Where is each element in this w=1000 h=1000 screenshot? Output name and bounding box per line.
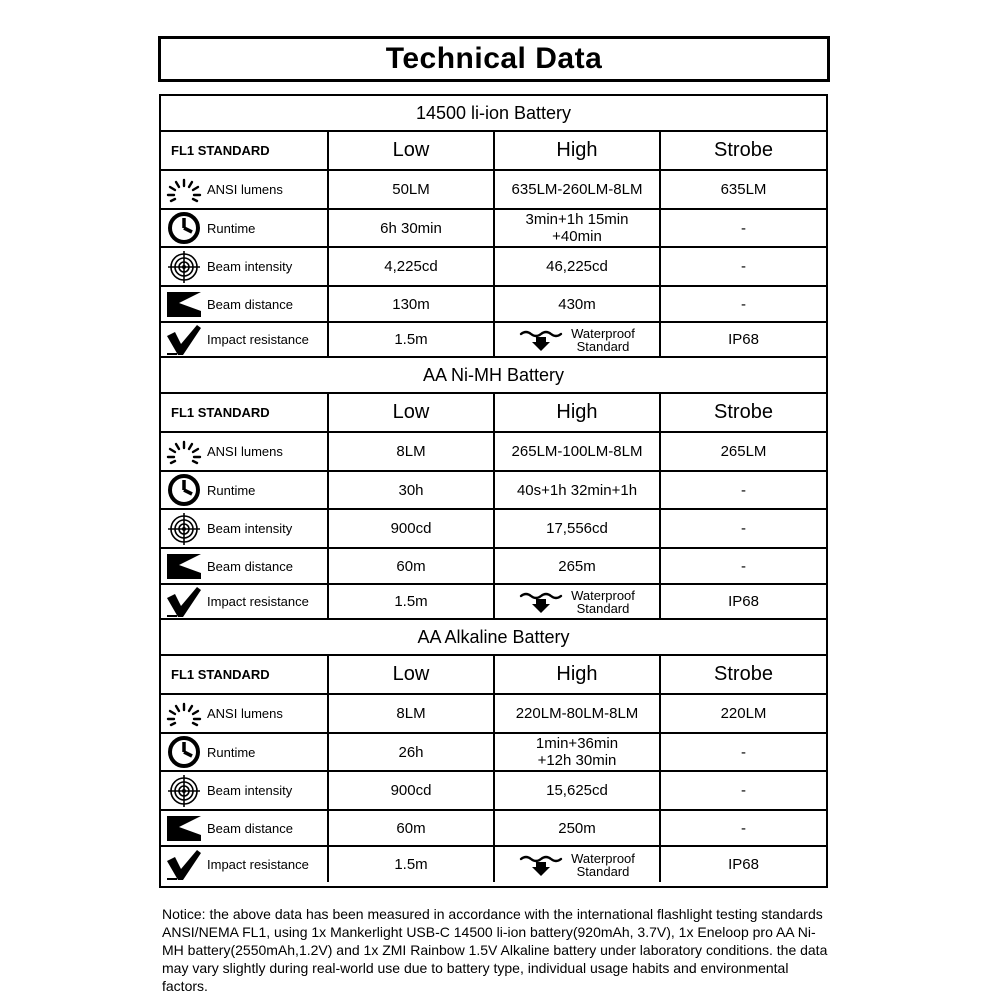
table-row (161, 171, 826, 210)
beam-distance-icon (165, 813, 203, 843)
high-value: 3min+1h 15min +40min (495, 210, 661, 246)
high-value: 40s+1h 32min+1h (495, 472, 661, 508)
metric-label: ANSI lumens (207, 182, 283, 197)
clock-icon (165, 737, 203, 767)
strobe-header: Strobe (714, 663, 773, 685)
table-row (161, 695, 826, 734)
high-header: High (495, 132, 661, 169)
metric-label: ANSI lumens (207, 706, 283, 721)
waterproof-cell (495, 847, 661, 882)
high-value: 430m (495, 287, 661, 321)
metric-cell (161, 287, 329, 321)
strobe-value: 265LM (720, 443, 767, 460)
section-heading: AA Ni-MH Battery (161, 358, 826, 394)
low-value: 1.5m (329, 323, 495, 356)
page-title: Technical Data (385, 42, 603, 75)
target-icon (165, 776, 203, 806)
high-value: 15,625cd (495, 772, 661, 809)
metric-label: Runtime (207, 744, 256, 760)
table-row (161, 585, 826, 620)
strobe-value: - (741, 782, 746, 799)
column-header-row (161, 394, 826, 433)
standard-header: FL1 STANDARD (161, 394, 329, 431)
impact-check-icon (165, 325, 203, 355)
title-box (158, 36, 830, 82)
metric-label: Beam distance (207, 820, 293, 836)
waterproof-line1: Waterproof (571, 325, 635, 341)
waterproof-label (571, 852, 635, 878)
waterproof-line1: Waterproof (571, 587, 635, 603)
low-value: 1.5m (329, 585, 495, 618)
high-value: 265m (495, 549, 661, 583)
table-row (161, 210, 826, 248)
waterproof-line1: Waterproof (571, 850, 635, 866)
strobe-header: Strobe (714, 401, 773, 423)
metric-cell (161, 472, 329, 508)
metric-cell (161, 248, 329, 285)
column-header-row (161, 132, 826, 171)
metric-cell (161, 433, 329, 470)
sun-rays-icon (165, 699, 203, 729)
waterproof-line2: Standard (576, 338, 630, 354)
sun-rays-icon (165, 175, 203, 205)
waterproof-cell (495, 585, 661, 618)
target-icon (165, 252, 203, 282)
strobe-value: - (741, 557, 746, 575)
strobe-value: 220LM (720, 705, 767, 722)
beam-distance-icon (165, 551, 203, 581)
table-row (161, 433, 826, 472)
table-row (161, 323, 826, 358)
metric-label: Impact resistance (207, 857, 309, 872)
strobe-value: - (741, 258, 746, 275)
metric-cell (161, 323, 329, 356)
high-value: 265LM-100LM-8LM (495, 433, 661, 470)
high-value: 220LM-80LM-8LM (495, 695, 661, 732)
metric-cell (161, 210, 329, 246)
table-row (161, 510, 826, 549)
low-value: 6h 30min (329, 210, 495, 246)
technical-data-table (159, 94, 828, 888)
standard-header: FL1 STANDARD (161, 656, 329, 693)
metric-label: Impact resistance (207, 594, 309, 609)
metric-label: Beam intensity (207, 521, 293, 536)
waterproof-icon (519, 853, 563, 877)
metric-cell (161, 549, 329, 583)
beam-distance-icon (165, 289, 203, 319)
impact-check-icon (165, 850, 203, 880)
metric-label: Beam distance (207, 558, 293, 574)
table-row (161, 734, 826, 772)
metric-label: Runtime (207, 482, 256, 498)
metric-cell (161, 171, 329, 208)
waterproof-icon (519, 590, 563, 614)
metric-cell (161, 695, 329, 732)
waterproof-label (571, 589, 635, 615)
target-icon (165, 514, 203, 544)
metric-cell (161, 811, 329, 845)
standard-header: FL1 STANDARD (161, 132, 329, 169)
waterproof-label (571, 327, 635, 353)
high-header: High (495, 656, 661, 693)
strobe-value: - (741, 743, 746, 761)
low-value: 1.5m (329, 847, 495, 882)
table-row (161, 549, 826, 585)
low-value: 8LM (329, 433, 495, 470)
low-value: 130m (329, 287, 495, 321)
waterproof-cell (495, 323, 661, 356)
metric-label: ANSI lumens (207, 444, 283, 459)
strobe-value: - (741, 819, 746, 837)
strobe-value: - (741, 481, 746, 499)
high-value: 46,225cd (495, 248, 661, 285)
metric-label: Beam intensity (207, 259, 293, 274)
low-value: 26h (329, 734, 495, 770)
low-value: 8LM (329, 695, 495, 732)
clock-icon (165, 475, 203, 505)
strobe-value: IP68 (728, 856, 759, 873)
low-value: 60m (329, 811, 495, 845)
high-value: 250m (495, 811, 661, 845)
metric-label: Beam distance (207, 296, 293, 312)
low-value: 900cd (329, 510, 495, 547)
low-value: 50LM (329, 171, 495, 208)
strobe-value: - (741, 219, 746, 237)
table-row (161, 847, 826, 882)
strobe-value: - (741, 295, 746, 313)
metric-cell (161, 510, 329, 547)
strobe-value: - (741, 520, 746, 537)
table-row (161, 811, 826, 847)
metric-cell (161, 585, 329, 618)
low-value: 4,225cd (329, 248, 495, 285)
low-header: Low (329, 132, 495, 169)
metric-cell (161, 847, 329, 882)
waterproof-line2: Standard (576, 600, 630, 616)
high-header: High (495, 394, 661, 431)
strobe-header: Strobe (714, 139, 773, 161)
strobe-value: IP68 (728, 331, 759, 348)
notice-text: Notice: the above data has been measured in accordance with the international flashlight testing standards ANSI/NEMA FL1, using 1x Mankerlight USB-C 14500 li-ion battery(920mAh, 3.7V), 1x Eneloop pro AA Ni-MH battery(2550mAh,1.2V) and 1x ZMI Rainbow 1.5V Alkaline battery under laboratory conditions. the data may vary slightly during real-world use due to battery type, individual usage habits and environmental factors. (162, 906, 828, 994)
table-row (161, 248, 826, 287)
section-heading: AA Alkaline Battery (161, 620, 826, 656)
high-value: 1min+36min +12h 30min (495, 734, 661, 770)
sun-rays-icon (165, 437, 203, 467)
metric-label: Impact resistance (207, 332, 309, 347)
waterproof-line2: Standard (576, 863, 630, 879)
table-row (161, 772, 826, 811)
metric-label: Beam intensity (207, 783, 293, 798)
table-row (161, 472, 826, 510)
low-value: 60m (329, 549, 495, 583)
low-value: 900cd (329, 772, 495, 809)
low-header: Low (329, 656, 495, 693)
high-value: 17,556cd (495, 510, 661, 547)
table-row (161, 287, 826, 323)
strobe-value: IP68 (728, 593, 759, 610)
high-value: 635LM-260LM-8LM (495, 171, 661, 208)
metric-label: Runtime (207, 220, 256, 236)
metric-cell (161, 772, 329, 809)
low-header: Low (329, 394, 495, 431)
waterproof-icon (519, 328, 563, 352)
strobe-value: 635LM (720, 181, 767, 198)
section-heading: 14500 li-ion Battery (161, 96, 826, 132)
impact-check-icon (165, 587, 203, 617)
low-value: 30h (329, 472, 495, 508)
metric-cell (161, 734, 329, 770)
clock-icon (165, 213, 203, 243)
column-header-row (161, 656, 826, 695)
